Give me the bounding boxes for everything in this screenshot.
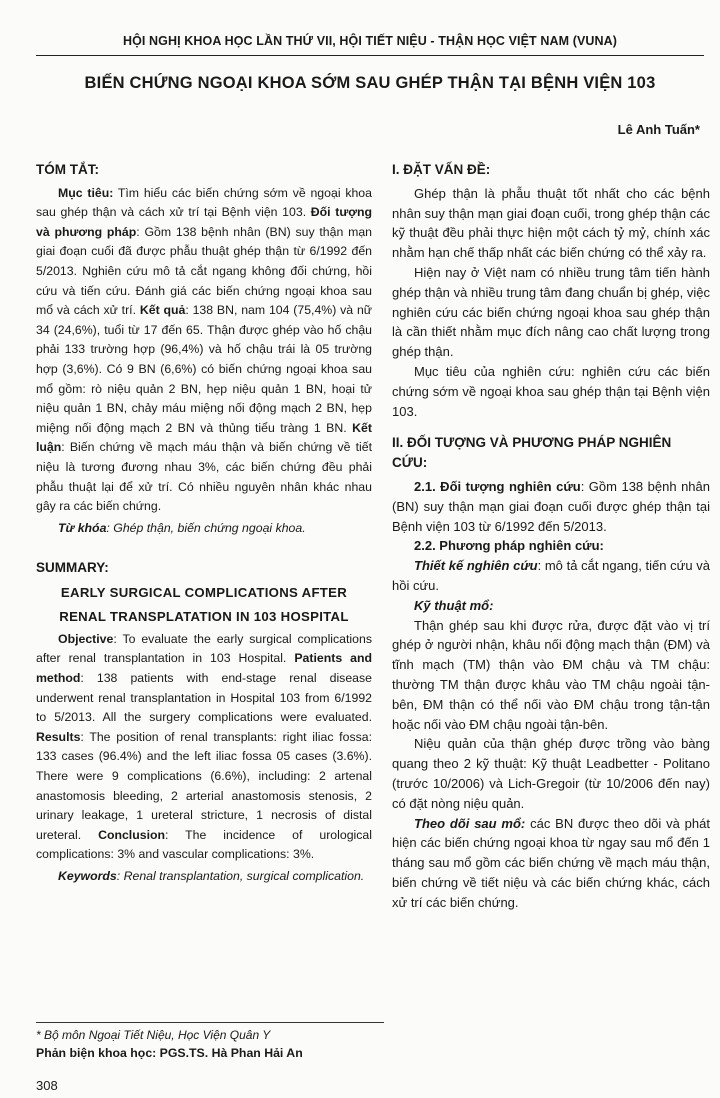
tech-label: Kỹ thuật mổ: [414,597,494,613]
header-rule [36,55,704,56]
design-label: Thiết kế nghiên cứu [414,558,538,574]
follow-up [392,814,710,913]
s21-text: : Gồm 138 bệnh nhân (BN) suy thận mạn giai đoạn cuối được ghép thận tại Bệnh viện 103 từ 6/1992 đến 5/2013. [392,478,710,534]
keywords-vi [36,519,372,539]
en-results-text: : The position of renal transplants: right iliac fossa: 133 cases (96.4%) and the left iliac fossa 05 cases (3.6%). There were 9 complications (6.6%), including: 2 artenal anastomosis bleeding, 2 arterial anastomosis stenosis, 2 urinary leakage, 1 ureteral stricture, 1 necrosis of distal ureteral. [36,729,372,842]
section1-p2: Hiện nay ở Việt nam có nhiều trung tâm tiến hành ghép thận và nhiều trung tâm đang chuẩn bị ghép, việc nghiên cứu các biến chứng ngoại khoa sau ghép thận là cần thiết nhằm mục đích nâng cao chất lượng trong ghép thận. [392,264,710,360]
section-gap [392,421,710,433]
conclusion-text: : Biến chứng về mạch máu thận và biến chứng về tiết niệu là tương đương nhau 3%, các biến chứng đều phải phẫu thuật lại để xử trí. Có nhiều nguyên nhân khác nhau gây ra các biến chứng. [36,440,372,514]
summary-title-line1: EARLY SURGICAL COMPLICATIONS AFTER [60,584,348,600]
en-conclusion-text: : The incidence of urological complications: 3% and vascular complications: 3%. [36,827,372,862]
section2-heading: II. ĐỐI TƯỢNG VÀ PHƯƠNG PHÁP NGHIÊN CỨU: [392,435,672,471]
keywords-vi-text: : Ghép thận, biến chứng ngoại khoa. [106,520,306,535]
results-label: Kết quả [139,303,186,318]
results-text: : 138 BN, nam 104 (75,4%) và nữ 34 (24,6%), tuổi từ 17 đến 65. Thận được ghép vào hố chậu phải 133 trường hợp (96,4%) và hố chậu trái là 05 trường hợp (3,6%). Có 9 BN (6,6%) có biến chứng ngoại khoa sau mổ gồm: rò niệu quản 2 BN, hẹp niệu quản 1 BN, hoại tử niệu quản 1 BN, chảy máu miệng nối động mạch 2 BN, hẹp miệng nối động mạch 2 BN và thủng tiểu tràng 1 BN. [36,303,373,435]
keywords-en-text: : Renal transplantation, surgical complication. [116,869,365,883]
footnote-reviewer: Phản biện khoa học: PGS.TS. Hà Phan Hải An [36,1046,303,1060]
design-line [392,556,710,596]
s22-label: 2.2. Phương pháp nghiên cứu: [414,538,604,554]
footnote-rule [36,1022,384,1023]
footnote-affiliation: * Bộ môn Ngoại Tiết Niệu, Học Viện Quân Y [36,1028,271,1042]
author: Lê Anh Tuấn* [617,122,700,137]
section1-p3: Mục tiêu của nghiên cứu: nghiên cứu các biến chứng sớm về ngoại khoa sau ghép thận tại Bệnh viện 103. [392,363,710,419]
en-patients-text: : 138 patients with end-stage renal disease underwent renal transplantation in Hospital 103 from 6/1992 to 5/2013. All the surgery complications were evaluated. [36,671,372,725]
objective-label: Mục tiêu: [58,185,114,200]
running-head: HỘI NGHỊ KHOA HỌC LẦN THỨ VII, HỘI TIẾT NIỆU - THẬN HỌC VIỆT NAM (VUNA) [122,34,618,48]
en-objective-label: Objective [58,631,114,646]
summary-title-line2: RENAL TRANSPLATATION IN 103 HOSPITAL [59,608,349,624]
abstract-vi-body [36,184,372,517]
design-text: : mô tả cắt ngang, tiến cứu và hồi cứu. [392,558,710,593]
en-results-label: Results [36,729,81,744]
article-title: BIẾN CHỨNG NGOẠI KHOA SỚM SAU GHÉP THẬN TẠI BỆNH VIỆN 103 [84,74,656,92]
tech-p1: Thận ghép sau khi được rửa, được đặt vào vị trí ghép ở người nhận, khâu nối động mạch thận (ĐM) và tĩnh mạch (TM) thận vào ĐM chậu và TM chậu: thường TM thận được khâu vào TM chậu ngoài tận-bên, ĐM thận có thể nối vào ĐM chậu trong tận-tận hoặc nối vào ĐM chậu ngoài tận-bên. [392,617,710,732]
en-conclusion-label: Conclusion [98,827,166,842]
follow-text: các BN được theo dõi và phát hiện các biến chứng ngoại khoa từ ngay sau mổ đến 1 tháng sau mổ gồm các biến chứng về mạch máu thận, biến chứng về tiết niệu và các biến chứng khác, cách xử trí các biến chứng. [392,815,710,910]
section21 [392,477,710,536]
subjects-text: : Gồm 138 bệnh nhân (BN) suy thận mạn giai đoạn cuối đã được phẫu thuật ghép thận từ 6/1992 đến 5/2013. Nghiên cứu mô tả cắt ngang không đối chứng, hồi cứu và tiến cứu. Đánh giá các biến chứng ngoại khoa sau mổ và cách xử trí. [36,224,373,318]
section1-p1: Ghép thận là phẫu thuật tốt nhất cho các bệnh nhân suy thận mạn giai đoạn cuối, trong ghép thận các kỹ thuật đều phải thực hiện một cách tỷ mỷ, chính xác nhằm hạn chế thấp nhất các biến chứng có thể xảy ra. [392,185,710,261]
conclusion-label: Kết luận [36,420,372,455]
keywords-en-label: Keywords [58,869,117,883]
abstract-heading: TÓM TẮT: [36,162,99,177]
right-column [392,160,710,912]
keywords-vi-label: Từ khóa [58,520,107,535]
summary-heading: SUMMARY: [36,560,109,576]
en-patients-label: Patients and method [36,651,372,686]
summary-body [36,630,372,865]
objective-text: Tìm hiểu các biến chứng sớm về ngoại khoa sau ghép thận và cách xử trí tại Bệnh viện 103. [36,185,372,220]
en-objective-text: : To evaluate the early surgical complications after renal transplantation in 103 Hospital. [36,631,372,666]
follow-label: Theo dõi sau mổ: [414,815,526,831]
keywords-en [36,867,372,887]
subjects-label: Đối tượng và phương pháp [36,205,372,239]
left-column [36,160,372,887]
section1-heading: I. ĐẶT VẤN ĐỀ: [392,162,491,177]
page-number: 308 [36,1078,58,1093]
tech-p2: Niệu quản của thận ghép được trồng vào bàng quang theo 2 kỹ thuật: Kỹ thuật Leadbetter - Politano (trước 10/2006) và Lich-Gregoir (từ 10/2006 đến nay) có đặt nòng niệu quản. [392,736,710,811]
s21-label: 2.1. Đối tượng nghiên cứu [414,478,581,494]
